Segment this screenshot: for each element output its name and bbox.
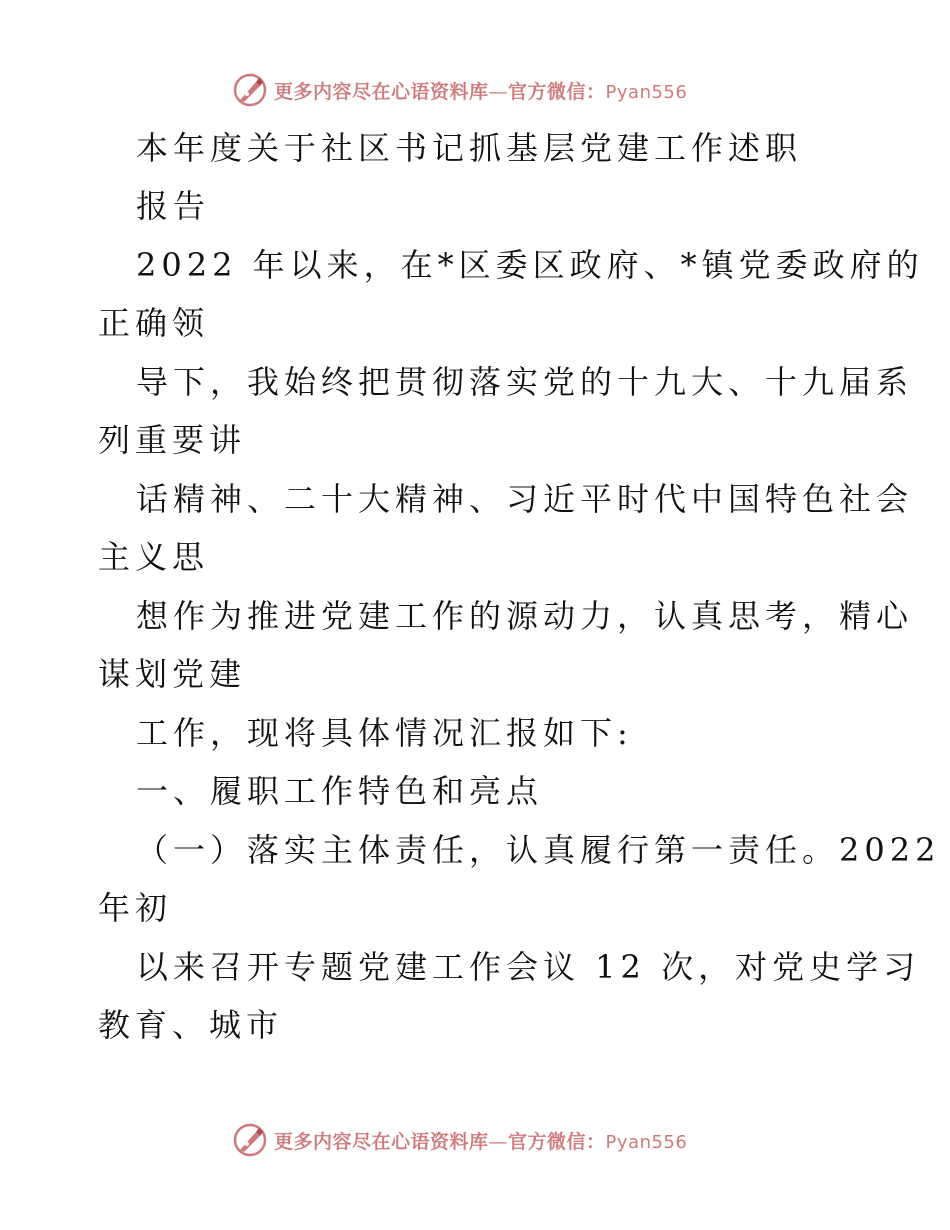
paragraph-line: 年初 xyxy=(98,889,173,927)
section-heading: 一、履职工作特色和亮点 xyxy=(136,772,544,810)
paragraph-line: 工作，现将具体情况汇报如下: xyxy=(136,714,633,752)
watermark-separator: — xyxy=(488,81,509,103)
paragraph-line: 以来召开专题党建工作会议 12 次，对党史学习 xyxy=(136,948,921,986)
watermark-separator: — xyxy=(488,1131,509,1153)
title-line-1: 本年度关于社区书记抓基层党建工作述职 xyxy=(136,129,803,167)
footer-watermark xyxy=(0,1120,950,1160)
pen-logo-icon xyxy=(232,72,268,108)
watermark-wechat-label: 官方微信： xyxy=(508,1131,606,1153)
paragraph-line: 列重要讲 xyxy=(98,421,247,459)
watermark-wechat-label: 官方微信： xyxy=(508,81,606,103)
paragraph-line: 2022 年以来，在*区委区政府、*镇党委政府的 xyxy=(136,246,924,284)
header-watermark xyxy=(0,70,950,110)
watermark-wechat-id: Pyan556 xyxy=(605,1132,688,1153)
title-line-2: 报告 xyxy=(136,187,211,225)
watermark-text: 更多内容尽在心语资料库 xyxy=(274,1131,489,1153)
paragraph-line: 谋划党建 xyxy=(98,655,247,693)
paragraph-line: 教育、城市 xyxy=(98,1006,284,1044)
paragraph-line: 导下，我始终把贯彻落实党的十九大、十九届系 xyxy=(136,363,914,401)
subsection-line: （一）落实主体责任，认真履行第一责任。2022 xyxy=(136,831,941,869)
paragraph-line: 正确领 xyxy=(98,304,210,342)
watermark-wechat-id: Pyan556 xyxy=(605,82,688,103)
pen-logo-icon xyxy=(232,1122,268,1158)
watermark-text: 更多内容尽在心语资料库 xyxy=(274,81,489,103)
paragraph-line: 想作为推进党建工作的源动力，认真思考，精心 xyxy=(136,597,914,635)
paragraph-line: 主义思 xyxy=(98,538,210,576)
paragraph-line: 话精神、二十大精神、习近平时代中国特色社会 xyxy=(136,480,914,518)
